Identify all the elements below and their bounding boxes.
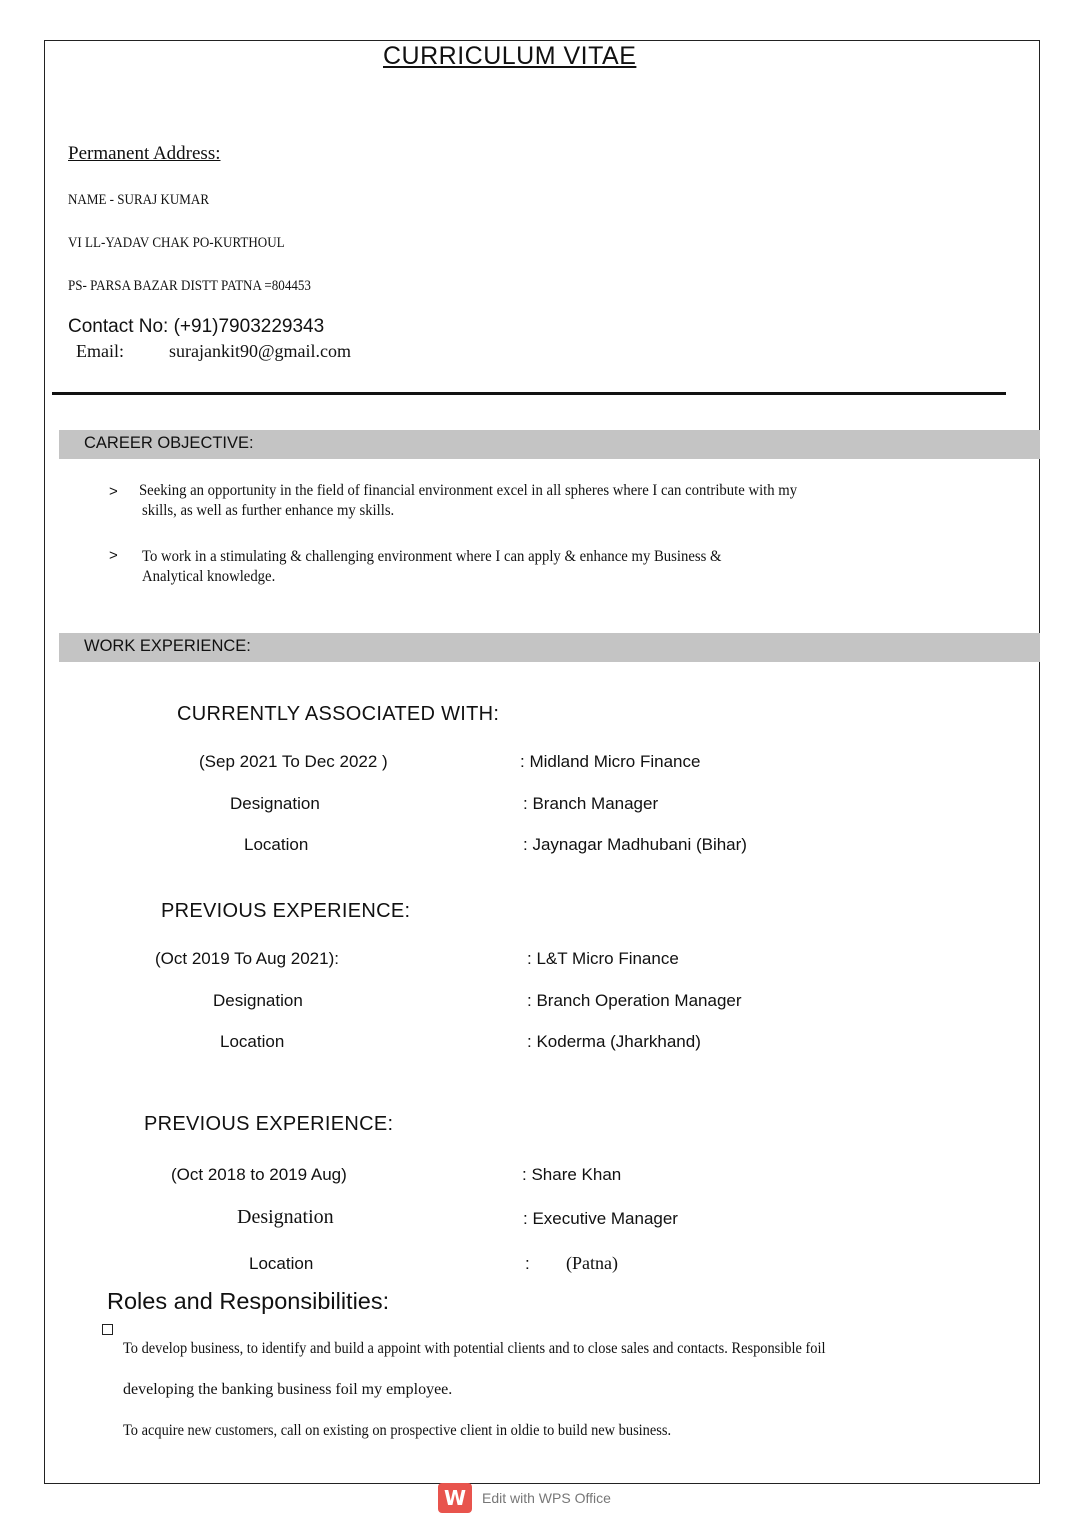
police-station-line: PS- PARSA BAZAR DISTT PATNA =804453 bbox=[68, 278, 311, 294]
roles-heading: Roles and Responsibilities: bbox=[107, 1288, 390, 1314]
previous-2-designation-value: : Executive Manager bbox=[523, 1209, 678, 1228]
current-location-label: Location bbox=[244, 835, 309, 854]
document-title: CURRICULUM VITAE bbox=[383, 42, 637, 70]
roles-line-1: To develop business, to identify and build a appoint with potential clients and to close sales and contacts. Responsible foil bbox=[123, 1340, 826, 1357]
current-company: : Midland Micro Finance bbox=[520, 752, 701, 771]
previous-1-location-value: : Koderma (Jharkhand) bbox=[527, 1032, 701, 1051]
current-location-value: : Jaynagar Madhubani (Bihar) bbox=[523, 835, 747, 854]
current-designation-value: : Branch Manager bbox=[523, 794, 659, 813]
current-designation-label: Designation bbox=[230, 794, 320, 813]
current-employment-heading: CURRENTLY ASSOCIATED WITH: bbox=[177, 703, 500, 725]
permanent-address-heading: Permanent Address: bbox=[68, 143, 221, 164]
objective-2-line-1: To work in a stimulating & challenging environment where I can apply & enhance my Business & bbox=[142, 548, 722, 565]
previous-1-location-label: Location bbox=[220, 1032, 285, 1051]
previous-1-designation-value: : Branch Operation Manager bbox=[527, 991, 742, 1010]
bullet-arrow-icon: > bbox=[109, 547, 118, 564]
previous-experience-2-heading: PREVIOUS EXPERIENCE: bbox=[144, 1113, 394, 1135]
previous-2-designation-label: Designation bbox=[237, 1206, 334, 1228]
wps-edit-text: Edit with WPS Office bbox=[482, 1490, 611, 1506]
email-value: surajankit90@gmail.com bbox=[169, 341, 352, 361]
previous-experience-1-heading: PREVIOUS EXPERIENCE: bbox=[161, 900, 411, 922]
roles-line-2: developing the banking business foil my employee. bbox=[123, 1381, 453, 1398]
previous-2-location-value: (Patna) bbox=[566, 1253, 618, 1273]
checkbox-icon bbox=[102, 1324, 113, 1335]
work-experience-band bbox=[59, 633, 1040, 662]
objective-2-line-2: Analytical knowledge. bbox=[142, 568, 276, 585]
career-objective-heading: CAREER OBJECTIVE: bbox=[84, 434, 254, 452]
previous-2-company: : Share Khan bbox=[522, 1165, 622, 1184]
work-experience-heading: WORK EXPERIENCE: bbox=[84, 637, 251, 655]
current-period: (Sep 2021 To Dec 2022 ) bbox=[199, 752, 388, 771]
email-label: Email: bbox=[76, 341, 124, 361]
bullet-arrow-icon: > bbox=[109, 483, 118, 500]
village-line: VI LL-YADAV CHAK PO-KURTHOUL bbox=[68, 235, 285, 251]
divider-line bbox=[52, 392, 1006, 395]
objective-1-line-2: skills, as well as further enhance my skills. bbox=[142, 502, 395, 519]
previous-1-period: (Oct 2019 To Aug 2021): bbox=[155, 949, 339, 968]
career-objective-band bbox=[59, 430, 1040, 459]
previous-1-company: : L&T Micro Finance bbox=[527, 949, 679, 968]
contact-number: Contact No: (+91)7903229343 bbox=[68, 316, 325, 337]
name-line: NAME - SURAJ KUMAR bbox=[68, 192, 210, 208]
wps-logo-icon: W bbox=[438, 1483, 472, 1513]
previous-2-location-colon: : bbox=[525, 1254, 530, 1273]
roles-line-3: To acquire new customers, call on existing on prospective client in oldie to build new business. bbox=[123, 1422, 672, 1439]
objective-1-line-1: Seeking an opportunity in the field of financial environment excel in all spheres where I can contribute with my bbox=[139, 482, 798, 499]
previous-1-designation-label: Designation bbox=[213, 991, 303, 1010]
previous-2-location-label: Location bbox=[249, 1254, 314, 1273]
previous-2-period: (Oct 2018 to 2019 Aug) bbox=[171, 1165, 347, 1184]
